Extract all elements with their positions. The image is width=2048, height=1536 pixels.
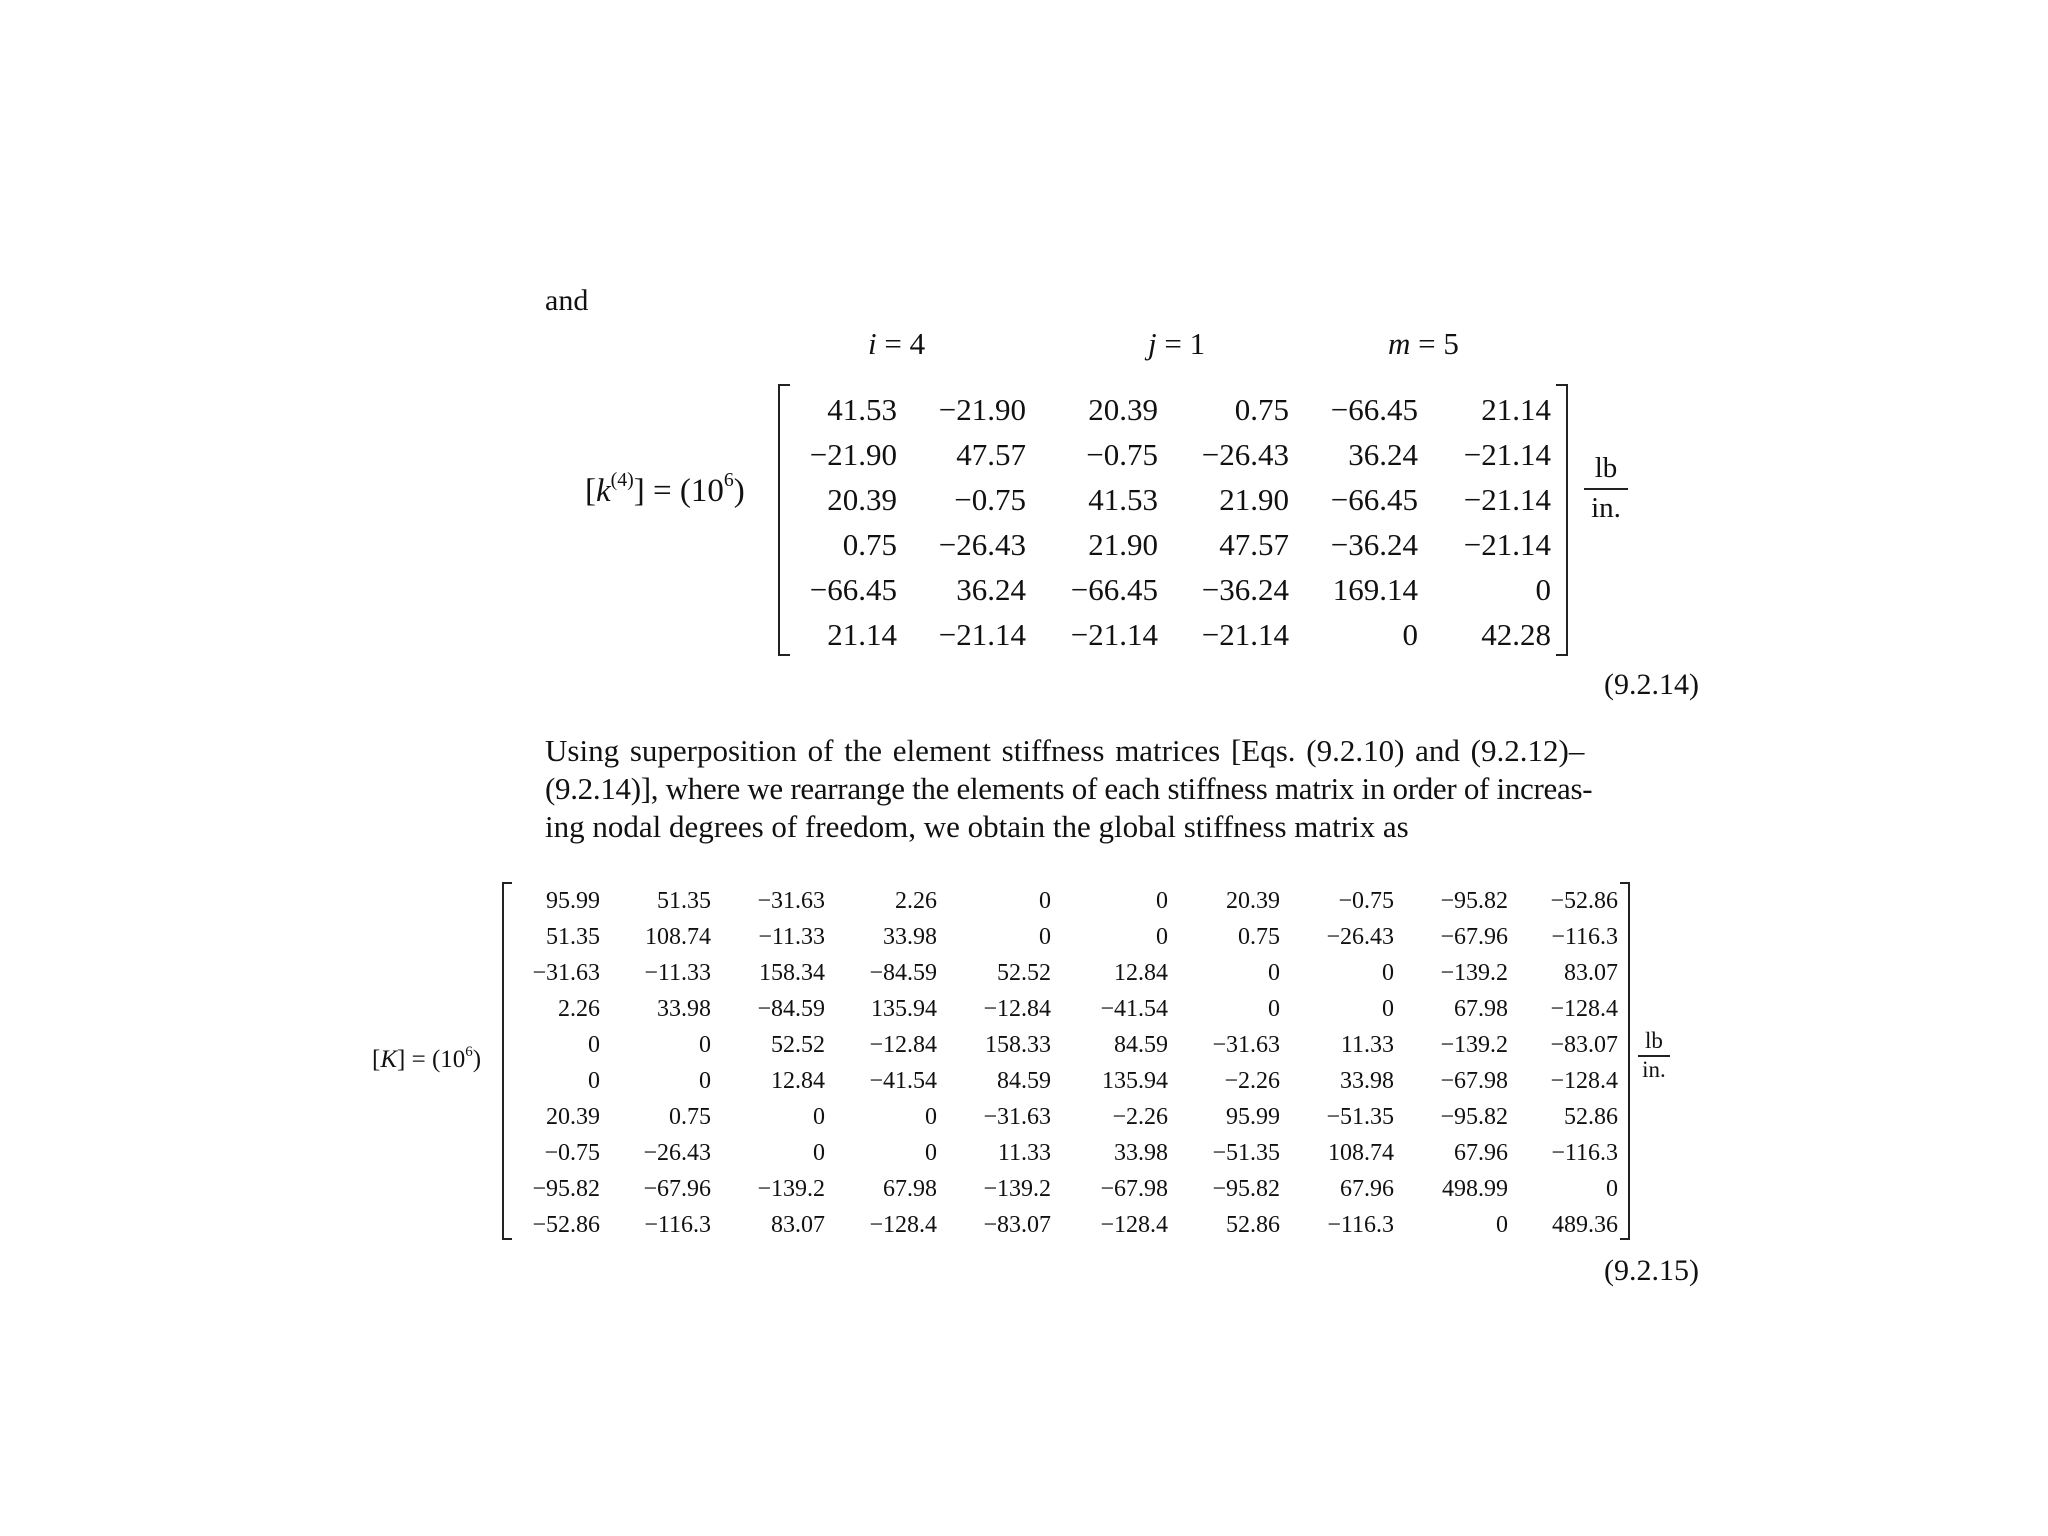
matrix-cell: 0.75	[842, 527, 897, 562]
matrix-cell: 84.59	[1114, 1032, 1168, 1058]
unit-denominator: in.	[1642, 1057, 1666, 1082]
matrix-cell: 0	[1268, 960, 1280, 986]
unit-numerator: lb	[1645, 1028, 1663, 1053]
matrix-cell: 21.14	[827, 617, 897, 652]
matrix-cell: −116.3	[1551, 924, 1618, 950]
element-matrix-unit	[1584, 452, 1628, 525]
matrix-cell: 2.26	[895, 888, 937, 914]
matrix-cell: −0.75	[954, 482, 1026, 517]
matrix-cell: 67.96	[1340, 1176, 1394, 1202]
matrix-cell: 0	[1402, 617, 1418, 652]
matrix-cell: 0	[925, 1140, 937, 1166]
matrix-cell: −21.14	[1463, 527, 1551, 562]
matrix-cell: 0	[699, 1068, 711, 1094]
matrix-cell: 498.99	[1442, 1176, 1508, 1202]
unit-denominator: in.	[1591, 492, 1621, 524]
matrix-cell: 52.52	[771, 1032, 825, 1058]
matrix-cell: 21.90	[1219, 482, 1289, 517]
matrix-cell: 11.33	[997, 1140, 1051, 1166]
matrix-cell: −52.86	[532, 1212, 600, 1238]
matrix-cell: 0.75	[669, 1104, 711, 1130]
matrix-cell: 12.84	[1114, 960, 1168, 986]
matrix-cell: −84.59	[869, 960, 937, 986]
matrix-cell: 20.39	[1226, 888, 1280, 914]
matrix-cell: −21.90	[809, 437, 897, 472]
matrix-cell: −139.2	[1440, 1032, 1508, 1058]
matrix-cell: −66.45	[1330, 392, 1418, 427]
matrix-cell: −128.4	[1550, 996, 1618, 1022]
matrix-cell: 36.24	[956, 572, 1026, 607]
matrix-cell: 67.98	[1454, 996, 1508, 1022]
matrix-cell: 0	[1039, 888, 1051, 914]
matrix-cell: 0	[813, 1140, 825, 1166]
matrix-cell: −41.54	[1100, 996, 1168, 1022]
equation-number: (9.2.14)	[1604, 668, 1699, 701]
matrix-cell: 0	[1268, 996, 1280, 1022]
matrix-cell: −67.98	[1440, 1068, 1508, 1094]
matrix-cell: 47.57	[956, 437, 1026, 472]
matrix-cell: −128.4	[1550, 1068, 1618, 1094]
matrix-cell: −95.82	[1212, 1176, 1280, 1202]
matrix-cell: 20.39	[827, 482, 897, 517]
matrix-cell: 95.99	[1226, 1104, 1280, 1130]
matrix-cell: 0.75	[1234, 392, 1289, 427]
matrix-cell: −128.4	[1100, 1212, 1168, 1238]
matrix-cell: 21.90	[1088, 527, 1158, 562]
matrix-cell: 0	[1156, 888, 1168, 914]
matrix-cell: 12.84	[771, 1068, 825, 1094]
matrix-cell: 36.24	[1348, 437, 1418, 472]
matrix-cell: −41.54	[869, 1068, 937, 1094]
matrix-cell: −67.96	[1440, 924, 1508, 950]
matrix-cell: 108.74	[645, 924, 711, 950]
matrix-cell: −11.33	[758, 924, 825, 950]
global-matrix-lhs: $[K] = (10^6)$	[372, 1043, 482, 1073]
matrix-cell: 42.28	[1481, 617, 1551, 652]
matrix-cell: −95.82	[532, 1176, 600, 1202]
matrix-cell: 0	[1382, 960, 1394, 986]
matrix-cell: −84.59	[757, 996, 825, 1022]
matrix-cell: −66.45	[809, 572, 897, 607]
matrix-cell: −26.43	[1326, 924, 1394, 950]
matrix-cell: −116.3	[1551, 1140, 1618, 1166]
matrix-cell: 0	[1606, 1176, 1618, 1202]
matrix-right-bracket	[1620, 882, 1630, 1240]
matrix-cell: −0.75	[1086, 437, 1158, 472]
matrix-cell: −31.63	[983, 1104, 1051, 1130]
matrix-cell: −51.35	[1326, 1104, 1394, 1130]
matrix-cell: −21.14	[1201, 617, 1289, 652]
matrix-cell: 84.59	[997, 1068, 1051, 1094]
paragraph-line: ing nodal degrees of freedom, we obtain the global stiffness matrix as	[545, 809, 1409, 844]
matrix-cell: −67.96	[643, 1176, 711, 1202]
matrix-cell: 135.94	[871, 996, 937, 1022]
header-var: j	[1148, 326, 1157, 361]
matrix-cell: −2.26	[1224, 1068, 1280, 1094]
matrix-cell: 20.39	[1088, 392, 1158, 427]
matrix-right-bracket	[1556, 384, 1568, 656]
matrix-cell: 0	[813, 1104, 825, 1130]
matrix-cell: −31.63	[757, 888, 825, 914]
matrix-cell: −11.33	[644, 960, 711, 986]
matrix-cell: 33.98	[1114, 1140, 1168, 1166]
matrix-cell: 20.39	[546, 1104, 600, 1130]
matrix-cell: 52.86	[1564, 1104, 1618, 1130]
matrix-cell: −21.90	[938, 392, 1026, 427]
matrix-cell: 67.96	[1454, 1140, 1508, 1166]
matrix-cell: −128.4	[869, 1212, 937, 1238]
matrix-cell: 0	[1382, 996, 1394, 1022]
matrix-cell: −31.63	[1212, 1032, 1280, 1058]
matrix-cell: −26.43	[938, 527, 1026, 562]
matrix-cell: −21.14	[1463, 437, 1551, 472]
matrix-cell: 0	[1156, 924, 1168, 950]
matrix-cell: 11.33	[1340, 1032, 1394, 1058]
matrix-cell: −52.86	[1550, 888, 1618, 914]
matrix-cell: 135.94	[1102, 1068, 1168, 1094]
fraction-bar	[1584, 488, 1628, 490]
matrix-cell: 21.14	[1481, 392, 1551, 427]
matrix-cell: −83.07	[983, 1212, 1051, 1238]
element-matrix-lhs: $[k^{(4)}] = (10^6)$	[585, 469, 745, 509]
header-var: m	[1388, 326, 1411, 361]
matrix-cell: 51.35	[657, 888, 711, 914]
header-value: = 5	[1410, 326, 1459, 361]
matrix-cell: −95.82	[1440, 888, 1508, 914]
matrix-cell: 0	[1496, 1212, 1508, 1238]
matrix-cell: −2.26	[1112, 1104, 1168, 1130]
matrix-cell: −21.14	[1070, 617, 1158, 652]
header-value: = 1	[1156, 326, 1206, 361]
matrix-cell: −26.43	[1201, 437, 1289, 472]
matrix-cell: 33.98	[1340, 1068, 1394, 1094]
matrix-cell: 0	[925, 1104, 937, 1130]
matrix-cell: 0	[588, 1068, 600, 1094]
matrix-cell: 0	[1039, 924, 1051, 950]
matrix-cell: −0.75	[1338, 888, 1394, 914]
matrix-cell: −12.84	[983, 996, 1051, 1022]
intro-word: and	[545, 284, 589, 317]
matrix-cell: 489.36	[1552, 1212, 1618, 1238]
matrix-cell: −12.84	[869, 1032, 937, 1058]
matrix-cell: 83.07	[1564, 960, 1618, 986]
matrix-cell: −21.14	[1463, 482, 1551, 517]
matrix-cell: 41.53	[827, 392, 897, 427]
matrix-cell: −36.24	[1201, 572, 1289, 607]
matrix-cell: 52.86	[1226, 1212, 1280, 1238]
column-header-j	[1148, 326, 1205, 362]
matrix-cell: −36.24	[1330, 527, 1418, 562]
matrix-cell: 158.33	[985, 1032, 1051, 1058]
equation-number: (9.2.15)	[1604, 1254, 1699, 1287]
matrix-cell: −31.63	[532, 960, 600, 986]
matrix-cell: 33.98	[657, 996, 711, 1022]
matrix-cell: 67.98	[883, 1176, 937, 1202]
matrix-cell: −51.35	[1212, 1140, 1280, 1166]
matrix-cell: 0	[699, 1032, 711, 1058]
matrix-cell: 108.74	[1328, 1140, 1394, 1166]
matrix-cell: −26.43	[643, 1140, 711, 1166]
matrix-cell: −139.2	[1440, 960, 1508, 986]
column-header-m	[1388, 326, 1459, 362]
body-paragraph	[545, 732, 1713, 846]
matrix-cell: 95.99	[546, 888, 600, 914]
matrix-cell: 51.35	[546, 924, 600, 950]
matrix-cell: −67.98	[1100, 1176, 1168, 1202]
matrix-cell: −116.3	[1327, 1212, 1394, 1238]
matrix-cell: −95.82	[1440, 1104, 1508, 1130]
matrix-cell: 83.07	[771, 1212, 825, 1238]
global-matrix-unit	[1638, 1028, 1670, 1083]
matrix-cell: −66.45	[1330, 482, 1418, 517]
matrix-cell: −139.2	[983, 1176, 1051, 1202]
matrix-cell: 41.53	[1088, 482, 1158, 517]
matrix-cell: −21.14	[938, 617, 1026, 652]
unit-numerator: lb	[1594, 452, 1618, 484]
matrix-cell: 2.26	[558, 996, 600, 1022]
header-var: i	[868, 326, 877, 361]
header-value: = 4	[876, 326, 926, 361]
matrix-cell: 169.14	[1332, 572, 1418, 607]
matrix-cell: 0	[1535, 572, 1551, 607]
matrix-cell: 52.52	[997, 960, 1051, 986]
matrix-cell: −0.75	[544, 1140, 600, 1166]
matrix-cell: 0.75	[1238, 924, 1280, 950]
paragraph-line: (9.2.14)], where we rearrange the elements of each stiffness matrix in order of increas-	[545, 771, 1593, 806]
column-header-i	[868, 326, 925, 362]
paragraph-line: Using superposition of the element stiffness matrices [Eqs. (9.2.10) and (9.2.12)–	[545, 733, 1585, 768]
matrix-cell: −83.07	[1550, 1032, 1618, 1058]
matrix-cell: 158.34	[759, 960, 825, 986]
matrix-cell: 47.57	[1219, 527, 1289, 562]
matrix-cell: 0	[588, 1032, 600, 1058]
matrix-cell: −66.45	[1070, 572, 1158, 607]
matrix-cell: 33.98	[883, 924, 937, 950]
matrix-cell: −116.3	[644, 1212, 711, 1238]
matrix-cell: −139.2	[757, 1176, 825, 1202]
